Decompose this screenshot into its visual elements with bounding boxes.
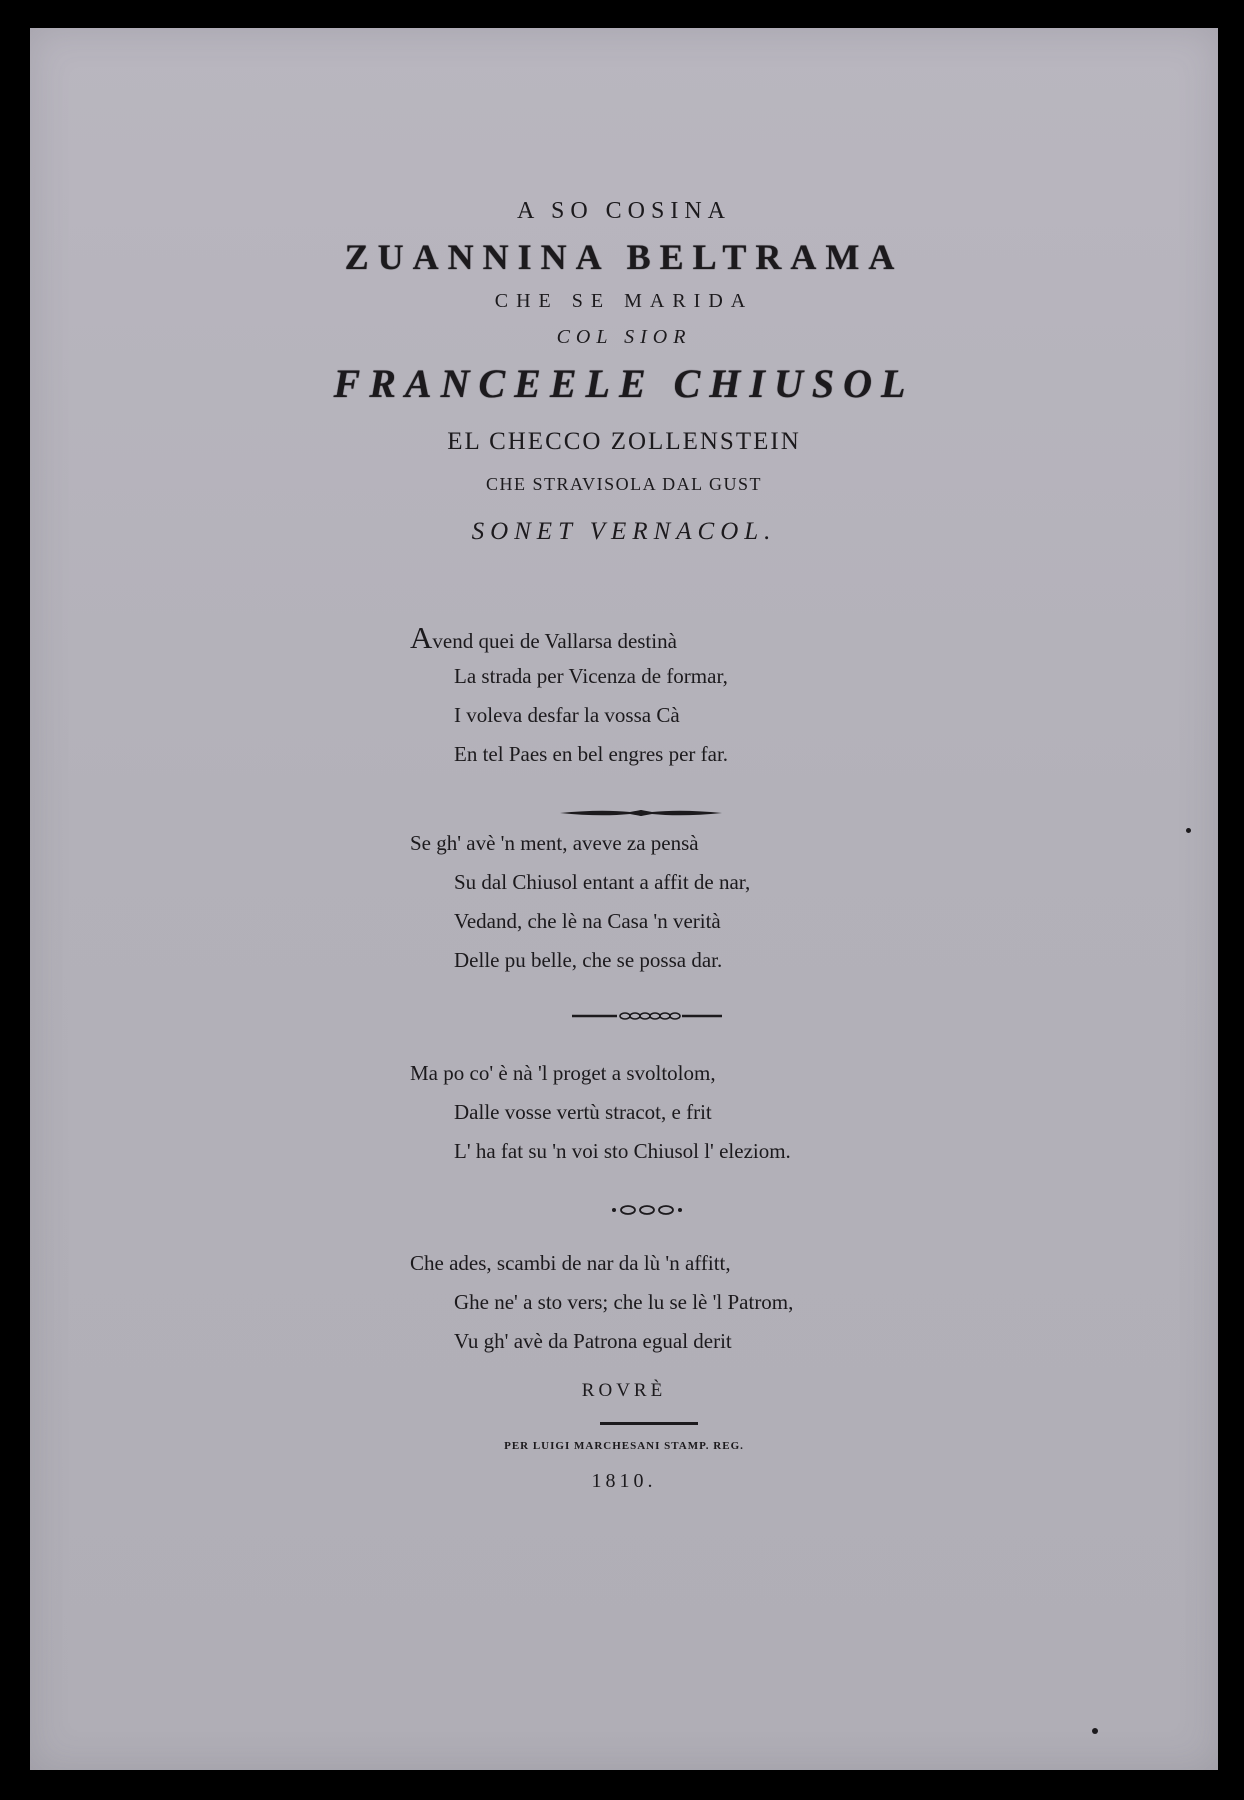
verse-line: Se gh' avè 'n ment, aveve za pensà xyxy=(410,831,699,855)
heading-genre: SONET VERNACOL. xyxy=(471,518,777,545)
verse-line: Su dal Chiusol entant a affit de nar, xyxy=(454,870,751,894)
verse-line: L' ha fat su 'n voi sto Chiusol l' eleziom. xyxy=(454,1139,791,1163)
author-signature: ROVRÈ xyxy=(581,1380,667,1401)
verse-line: Che ades, scambi de nar da lù 'n affitt, xyxy=(410,1251,731,1275)
heading-dedication: A SO COSINA xyxy=(516,198,732,224)
ink-speck xyxy=(1092,1728,1098,1734)
heading-marriage: CHE SE MARIDA xyxy=(494,290,754,312)
verse-line: Vu gh' avè da Patrona egual derit xyxy=(454,1329,732,1353)
verse-line: Ma po co' è nà 'l proget a svoltolom, xyxy=(410,1061,716,1085)
heading-groom-name: FRANCEELE CHIUSOL xyxy=(333,361,915,406)
heading-with: COL SIOR xyxy=(556,326,692,348)
ornament-rule-1 xyxy=(560,806,722,820)
stanza-2 xyxy=(410,824,750,980)
verse-line: En tel Paes en bel engres per far. xyxy=(454,742,729,766)
printed-sheet xyxy=(30,28,1218,1770)
verse-line: Ghe ne' a sto vers; che lu se lè 'l Patrom, xyxy=(454,1290,794,1314)
stanza-4 xyxy=(410,1244,793,1361)
heading-bride-name: ZUANNINA BELTRAMA xyxy=(344,237,904,277)
verse-line-text: vend quei de Vallarsa destinà xyxy=(432,629,677,653)
heading-author: EL CHECCO ZOLLENSTEIN xyxy=(447,428,801,455)
verse-line: Dalle vosse vertù stracot, e frit xyxy=(454,1100,712,1124)
verse-line: Vedand, che lè na Casa 'n verità xyxy=(454,909,721,933)
heading-subtitle: CHE STRAVISOLA DAL GUST xyxy=(485,474,763,494)
verse-line: La strada per Vicenza de formar, xyxy=(454,664,728,688)
verse-line xyxy=(410,618,728,657)
signature-rule xyxy=(600,1422,698,1425)
ornament-rule-2 xyxy=(572,1010,722,1022)
ornament-rule-3 xyxy=(610,1204,684,1216)
verse-line: I voleva desfar la vossa Cà xyxy=(454,703,680,727)
drop-cap: A xyxy=(410,620,433,655)
ink-speck xyxy=(1186,828,1191,833)
verse-line: Delle pu belle, che se possa dar. xyxy=(454,948,723,972)
printer-imprint: PER LUIGI MARCHESANI STAMP. REG. xyxy=(504,1440,744,1452)
stanza-1 xyxy=(410,618,728,774)
stanza-3 xyxy=(410,1054,791,1171)
publication-year: 1810. xyxy=(591,1470,657,1492)
